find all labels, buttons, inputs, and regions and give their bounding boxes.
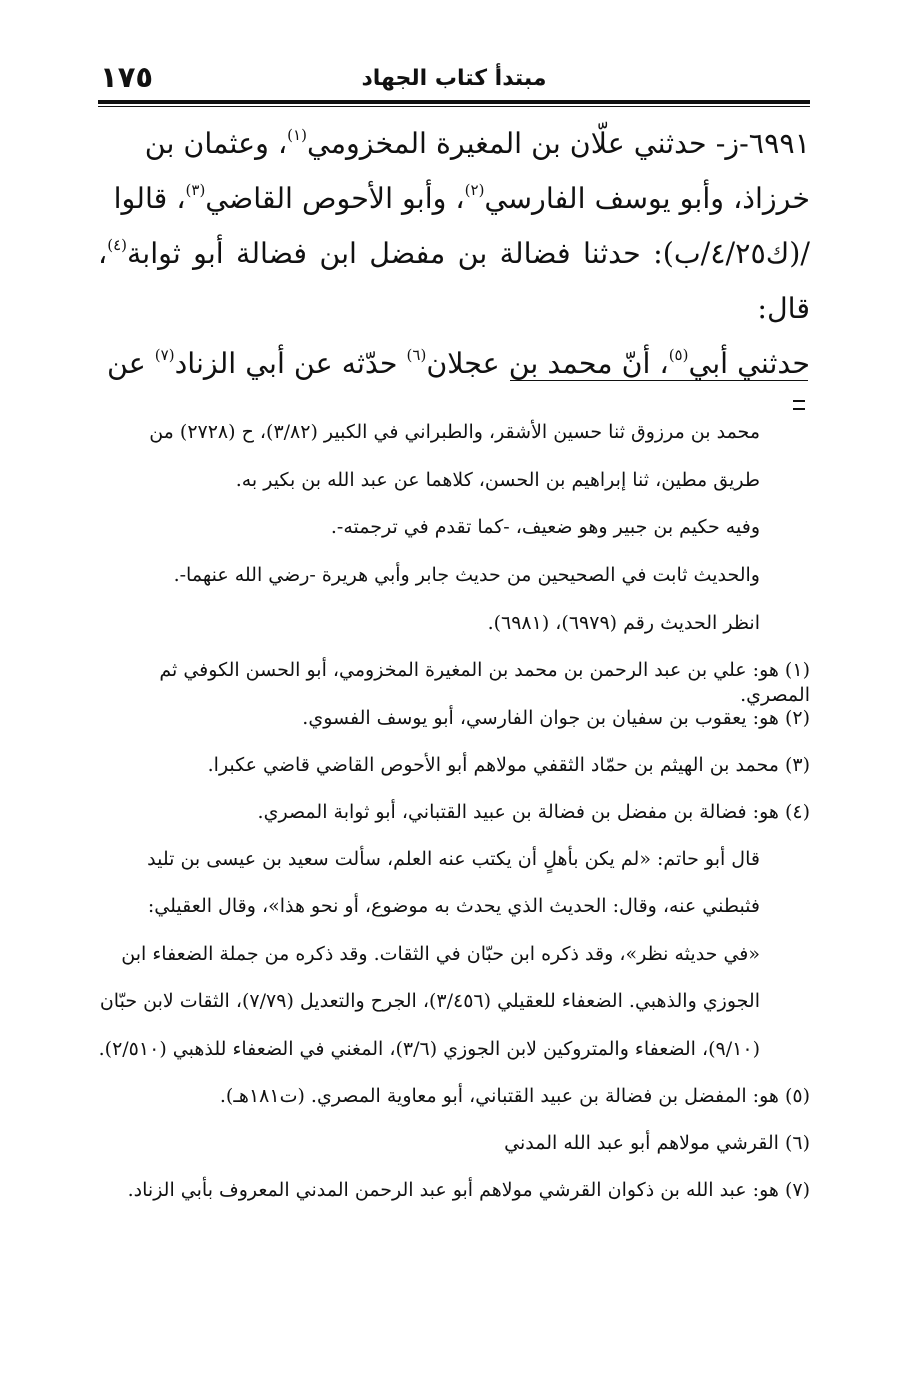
continuation-mark (793, 400, 805, 410)
footnote-separator (510, 380, 808, 381)
footnote-ref: (٣) (185, 181, 206, 199)
footnote-5: (٥) هو: المفضل بن فضالة بن عبيد القتباني، أبو معاوية المصري. (ت١٨١هـ). (219, 1085, 810, 1107)
page-number: ١٧٥ (100, 60, 154, 94)
footnote-ref: (٧) (154, 346, 175, 364)
running-title: مبتدأ كتاب الجهاد (361, 66, 547, 91)
footnote-7: (٧) هو: عبد الله بن ذكوان القرشي مولاهم أبو عبد الرحمن المدني المعروف بأبي الزناد. (127, 1179, 810, 1201)
footnote-6: (٦) القرشي مولاهم أبو عبد الله المدني (504, 1132, 810, 1154)
main-line: ٦٩٩١-ز- حدثني علّان بن المغيرة المخزومي$^{(١)}$، وعثمان بن (144, 126, 810, 160)
footnote-ref: (١) (287, 126, 307, 144)
footnote-4: (٤) هو: فضالة بن مفضل بن فضالة بن عبيد القتباني، أبو ثوابة المصري. (257, 801, 810, 823)
footnote-4-detail-line: فثبطني عنه، وقال: الحديث الذي يحدث به موضوع، أو نحو هذا»، وقال العقيلي: (147, 895, 760, 917)
main-text (98, 116, 810, 391)
page-header (98, 58, 810, 98)
footnote-4-detail-line: الجوزي والذهبي. الضعفاء للعقيلي (٣/٤٥٦)، الجرح والتعديل (٧/٧٩)، الثقات لابن حبّان (99, 990, 760, 1012)
main-line: حدثني أبي$^{(٥)}$، أنّ محمد بن عجلان$^{(٦)}$ حدّثه عن أبي الزناد$^{(٧)}$ عن (107, 346, 810, 380)
footnote-continuation-line: طريق مطين، ثنا إبراهيم بن الحسن، كلاهما عن عبد الله بن بكير به. (235, 469, 760, 491)
footnote-continuation-line: وفيه حكيم بن جبير وهو ضعيف، -كما تقدم في ترجمته-. (330, 516, 760, 538)
footnote-3: (٣) محمد بن الهيثم بن حمّاد الثقفي مولاهم أبو الأحوص القاضي قاضي عكبرا. (207, 754, 810, 776)
main-line: خرزاذ، وأبو يوسف الفارسي$^{(٢)}$، وأبو الأحوص القاضي$^{(٣)}$، قالوا (113, 181, 810, 215)
footnote-continuation-line: محمد بن مرزوق ثنا حسين الأشقر، والطبراني في الكبير (٣/٨٢)، ح (٢٧٢٨) من (149, 421, 760, 443)
footnote-4-detail-line: (٩/١٠)، الضعفاء والمتروكين لابن الجوزي (٣/٦)، المغني في الضعفاء للذهبي (٢/٥١٠). (98, 1038, 760, 1060)
footnote-ref: (٦) (406, 346, 427, 364)
footnote-4-detail-line: قال أبو حاتم: «لم يكن بأهلٍ أن يكتب عنه العلم، سألت سعيد بن عيسى بن تليد (147, 848, 760, 870)
footnote-ref: (٢) (464, 181, 485, 199)
footnote-4-detail-line: «في حديثه نظر»، وقد ذكره ابن حبّان في الثقات. وقد ذكره من جملة الضعفاء ابن (121, 943, 760, 965)
footnote-1: (١) هو: علي بن عبد الرحمن بن محمد بن المغيرة المخزومي، أبو الحسن الكوفي ثم المصري. (159, 659, 810, 706)
footnote-2: (٢) هو: يعقوب بن سفيان بن جوان الفارسي، أبو يوسف الفسوي. (302, 707, 810, 729)
footnote-ref: (٥) (668, 346, 689, 364)
footnote-continuation-line: والحديث ثابت في الصحيحين من حديث جابر وأبي هريرة -رضي الله عنهما-. (173, 564, 760, 586)
header-rule-thin (98, 106, 810, 107)
footnote-continuation-line: انظر الحديث رقم (٦٩٧٩)، (٦٩٨١). (487, 612, 760, 634)
footnote-ref: (٤) (107, 236, 127, 254)
main-line: /(ك٤/٢٥/ب): حدثنا فضالة بن مفضل ابن فضالة أبو ثوابة$^{(٤)}$، قال: (98, 236, 810, 325)
header-rule (98, 100, 810, 104)
